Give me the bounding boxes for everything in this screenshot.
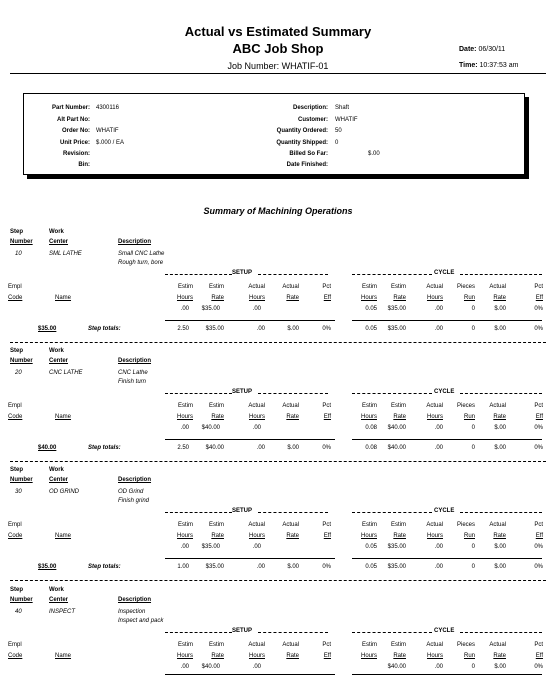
header-left-label: Revision: (62, 151, 90, 157)
date-label: Date: (459, 46, 477, 53)
cycle-col-header-bottom: Run (463, 533, 475, 539)
cycle-col-header-top: Estim (391, 522, 406, 528)
cycle-group-label: CYCLE (434, 389, 455, 395)
cycle-group-label: CYCLE (434, 628, 455, 634)
cycle-cell: 0 (471, 306, 475, 312)
cycle-col-header-bottom: Run (463, 295, 475, 301)
cycle-col-header-top: Actual (426, 403, 443, 409)
setup-cell: .00 (180, 664, 189, 670)
setup-cell: .00 (252, 306, 261, 312)
cycle-cell: $40.00 (387, 664, 406, 670)
setup-col-header-bottom: Rate (286, 653, 299, 659)
cycle-total-rule (352, 439, 542, 440)
cycle-dash-left (352, 632, 432, 633)
step-description-1: OD Grind (118, 489, 144, 495)
cycle-cell: $.00 (494, 425, 506, 431)
cycle-cell: 0.05 (365, 544, 377, 550)
setup-total-cell: .00 (256, 326, 265, 332)
work-center-label: Center (49, 358, 69, 364)
setup-dash-left (165, 274, 232, 275)
setup-dash-right (258, 632, 328, 633)
setup-total-rule (165, 439, 335, 440)
setup-group-label: SETUP (232, 628, 253, 634)
setup-cell: $35.00 (201, 544, 220, 550)
work-center-label: Center (49, 477, 69, 483)
setup-col-header-bottom: Hours (176, 295, 193, 301)
setup-col-header-bottom: Eff (323, 533, 331, 539)
cycle-cell: $.00 (494, 306, 506, 312)
setup-col-header-top: Pct (322, 284, 331, 290)
step-number-label: Number (10, 239, 33, 245)
setup-col-header-bottom: Rate (211, 653, 224, 659)
step-number: 40 (15, 609, 22, 615)
cycle-cell: $35.00 (387, 544, 406, 550)
code-label: Code (8, 414, 23, 420)
setup-cell: .00 (180, 306, 189, 312)
job-number-value: WHATIF-01 (281, 61, 329, 71)
cycle-cell: 0.05 (365, 306, 377, 312)
cycle-total-cell: 0.05 (365, 564, 377, 570)
work-center: INSPECT (49, 609, 76, 615)
step-description-2: Inspect and pack (118, 618, 164, 624)
cycle-col-header-top: Pct (534, 522, 543, 528)
setup-cell: $35.00 (201, 306, 220, 312)
setup-col-header-bottom: Hours (176, 533, 193, 539)
setup-total-cell: $.00 (287, 326, 299, 332)
cycle-cell: 0 (471, 425, 475, 431)
setup-total-cell: $.00 (287, 445, 299, 451)
setup-col-header-bottom: Hours (248, 295, 265, 301)
header-left-label: Alt Part No: (57, 117, 90, 123)
setup-col-header-bottom: Eff (323, 295, 331, 301)
cycle-cell: .00 (434, 306, 443, 312)
header-right-value: 50 (335, 128, 342, 134)
setup-col-header-bottom: Hours (248, 533, 265, 539)
cycle-total-cell: $.00 (494, 445, 506, 451)
header-right-value: WHATIF (335, 117, 358, 123)
setup-col-header-bottom: Rate (286, 295, 299, 301)
setup-col-header-bottom: Hours (248, 653, 265, 659)
step-label: Step (10, 229, 24, 235)
cycle-group-label: CYCLE (434, 508, 455, 514)
cycle-col-header-bottom: Eff (535, 533, 543, 539)
setup-cell: $40.00 (201, 664, 220, 670)
cycle-col-header-bottom: Hours (426, 533, 443, 539)
cycle-cell: $35.00 (387, 306, 406, 312)
header-right-label: Customer: (297, 117, 328, 123)
header-left-value: WHATIF (96, 128, 119, 134)
setup-total-rule (165, 320, 335, 321)
cycle-group-label: CYCLE (434, 270, 455, 276)
cycle-col-header-top: Estim (391, 642, 406, 648)
cycle-col-header-bottom: Hours (426, 295, 443, 301)
step-description-2: Finish turn (118, 379, 147, 385)
cycle-cell: .00 (434, 425, 443, 431)
cycle-col-header-top: Actual (426, 522, 443, 528)
step-total-amount: $40.00 (38, 445, 57, 451)
cycle-col-header-bottom: Hours (360, 653, 377, 659)
setup-col-header-top: Actual (282, 642, 299, 648)
setup-col-header-top: Actual (282, 284, 299, 290)
setup-total-cell: 2.50 (177, 326, 189, 332)
cycle-col-header-bottom: Hours (360, 533, 377, 539)
step-description-1: Inspection (118, 609, 146, 615)
step-divider (10, 461, 546, 462)
setup-col-header-top: Estim (178, 284, 193, 290)
setup-total-cell: .00 (256, 564, 265, 570)
work-label: Work (49, 587, 64, 593)
cycle-total-cell: 0% (534, 564, 543, 570)
cycle-col-header-bottom: Rate (493, 533, 506, 539)
setup-col-header-bottom: Rate (211, 533, 224, 539)
work-label: Work (49, 229, 64, 235)
setup-col-header-bottom: Hours (248, 414, 265, 420)
cycle-dash-right (460, 274, 542, 275)
cycle-dash-left (352, 512, 432, 513)
work-center: OD GRIND (49, 489, 79, 495)
setup-dash-left (165, 632, 232, 633)
cycle-col-header-top: Pieces (456, 284, 475, 290)
code-label: Code (8, 533, 23, 539)
cycle-col-header-top: Estim (362, 284, 377, 290)
step-number-label: Number (10, 477, 33, 483)
setup-col-header-top: Estim (178, 642, 193, 648)
setup-dash-right (258, 512, 328, 513)
cycle-col-header-top: Pieces (456, 522, 475, 528)
cycle-cell: .00 (434, 664, 443, 670)
setup-total-rule (165, 674, 335, 675)
setup-total-cell: $35.00 (205, 564, 224, 570)
work-label: Work (49, 467, 64, 473)
header-left-label: Unit Price: (59, 140, 90, 146)
name-label: Name (55, 533, 72, 539)
cycle-col-header-top: Actual (489, 522, 506, 528)
header-left-label: Bin: (78, 162, 90, 168)
cycle-dash-right (460, 632, 542, 633)
cycle-total-cell: $.00 (494, 326, 506, 332)
setup-col-header-bottom: Rate (286, 533, 299, 539)
cycle-total-cell: $40.00 (387, 445, 406, 451)
setup-col-header-top: Actual (282, 403, 299, 409)
cycle-col-header-bottom: Rate (493, 295, 506, 301)
setup-col-header-bottom: Rate (211, 414, 224, 420)
cycle-dash-left (352, 274, 432, 275)
setup-col-header-top: Estim (178, 522, 193, 528)
cycle-col-header-bottom: Hours (360, 414, 377, 420)
cycle-col-header-bottom: Rate (493, 653, 506, 659)
cycle-cell: 0% (534, 425, 543, 431)
setup-col-header-top: Actual (248, 642, 265, 648)
step-number: 30 (15, 489, 22, 495)
time-value: 10:37:53 am (479, 62, 519, 69)
cycle-total-cell: 0% (534, 326, 543, 332)
header-right-label: Description: (292, 105, 328, 111)
cycle-col-header-bottom: Hours (426, 653, 443, 659)
header-left-value: 4300116 (96, 105, 119, 111)
setup-cell: .00 (180, 544, 189, 550)
cycle-col-header-top: Actual (426, 642, 443, 648)
cycle-cell: 0 (471, 544, 475, 550)
cycle-total-cell: .00 (434, 445, 443, 451)
cycle-cell: $40.00 (387, 425, 406, 431)
cycle-col-header-top: Estim (391, 284, 406, 290)
code-label: Code (8, 295, 23, 301)
header-right-value: 0 (335, 140, 339, 146)
setup-total-cell: 0% (322, 326, 331, 332)
header-right-label: Quantity Shipped: (276, 140, 328, 146)
cycle-total-cell: 0% (534, 445, 543, 451)
setup-group-label: SETUP (232, 389, 253, 395)
name-label: Name (55, 653, 72, 659)
cycle-total-cell: 0 (471, 564, 475, 570)
setup-col-header-bottom: Rate (211, 295, 224, 301)
setup-col-header-top: Estim (209, 642, 224, 648)
step-label: Step (10, 467, 24, 473)
step-divider (10, 580, 546, 581)
cycle-col-header-bottom: Hours (426, 414, 443, 420)
work-center-label: Center (49, 597, 69, 603)
setup-col-header-top: Actual (248, 522, 265, 528)
cycle-col-header-top: Estim (362, 642, 377, 648)
setup-group-label: SETUP (232, 508, 253, 514)
header-left-label: Order No: (61, 128, 90, 134)
company-name: ABC Job Shop (232, 41, 324, 56)
name-label: Name (55, 414, 72, 420)
header-right-label: Date Finished: (286, 162, 328, 168)
cycle-col-header-bottom: Rate (393, 653, 406, 659)
cycle-total-rule (352, 674, 542, 675)
setup-col-header-bottom: Eff (323, 653, 331, 659)
empl-label: Empl (8, 522, 22, 528)
cycle-col-header-top: Estim (391, 403, 406, 409)
setup-col-header-top: Estim (209, 284, 224, 290)
work-center: SML LATHE (49, 251, 82, 257)
header-left-label: Part Number: (51, 105, 90, 111)
time-label: Time: (459, 62, 478, 69)
cycle-total-rule (352, 558, 542, 559)
setup-total-cell: 0% (322, 445, 331, 451)
cycle-dash-left (352, 393, 432, 394)
cycle-col-header-bottom: Rate (393, 295, 406, 301)
cycle-dash-right (460, 512, 542, 513)
cycle-col-header-bottom: Eff (535, 653, 543, 659)
setup-col-header-top: Estim (178, 403, 193, 409)
step-description-1: CNC Lathe (118, 370, 148, 376)
header-right-value: Shaft (335, 105, 350, 111)
setup-col-header-top: Pct (322, 403, 331, 409)
setup-cell: .00 (180, 425, 189, 431)
cycle-col-header-top: Pct (534, 403, 543, 409)
setup-col-header-top: Actual (248, 403, 265, 409)
cycle-col-header-top: Pct (534, 284, 543, 290)
step-number-label: Number (10, 597, 33, 603)
cycle-dash-right (460, 393, 542, 394)
cycle-total-cell: $.00 (494, 564, 506, 570)
work-label: Work (49, 348, 64, 354)
step-number: 10 (15, 251, 22, 257)
step-totals-label: Step totals: (88, 445, 121, 451)
cycle-cell: 0.08 (365, 425, 377, 431)
cycle-col-header-bottom: Run (463, 414, 475, 420)
setup-col-header-bottom: Eff (323, 414, 331, 420)
setup-dash-right (258, 393, 328, 394)
cycle-total-cell: 0.05 (365, 326, 377, 332)
setup-col-header-bottom: Rate (286, 414, 299, 420)
section-title: Summary of Machining Operations (203, 206, 353, 216)
cycle-cell: $.00 (494, 664, 506, 670)
setup-col-header-bottom: Hours (176, 414, 193, 420)
cycle-col-header-bottom: Eff (535, 295, 543, 301)
header-right-value: $.00 (368, 151, 380, 157)
cycle-col-header-top: Actual (489, 403, 506, 409)
setup-cell: .00 (252, 544, 261, 550)
cycle-cell: 0% (534, 306, 543, 312)
step-total-amount: $35.00 (38, 564, 57, 570)
cycle-col-header-top: Actual (426, 284, 443, 290)
cycle-col-header-top: Pct (534, 642, 543, 648)
description-label: Description (118, 358, 152, 364)
setup-total-cell: $40.00 (205, 445, 224, 451)
setup-col-header-bottom: Hours (176, 653, 193, 659)
date-value: 06/30/11 (478, 46, 506, 53)
work-center-label: Center (49, 239, 69, 245)
setup-dash-left (165, 393, 232, 394)
cycle-cell: .00 (434, 544, 443, 550)
cycle-col-header-bottom: Rate (393, 533, 406, 539)
empl-label: Empl (8, 403, 22, 409)
header-right-label: Billed So Far: (289, 151, 328, 157)
name-label: Name (55, 295, 72, 301)
cycle-col-header-top: Actual (489, 642, 506, 648)
setup-col-header-top: Estim (209, 403, 224, 409)
cycle-cell: $.00 (494, 544, 506, 550)
setup-col-header-top: Pct (322, 642, 331, 648)
step-totals-label: Step totals: (88, 326, 121, 332)
cycle-col-header-bottom: Eff (535, 414, 543, 420)
code-label: Code (8, 653, 23, 659)
cycle-cell: 0% (534, 664, 543, 670)
cycle-total-cell: 0.08 (365, 445, 377, 451)
cycle-total-rule (352, 320, 542, 321)
cycle-col-header-bottom: Run (463, 653, 475, 659)
description-label: Description (118, 239, 152, 245)
title-divider (10, 73, 546, 74)
step-description-1: Small CNC Lathe (118, 251, 165, 257)
setup-col-header-top: Actual (282, 522, 299, 528)
description-label: Description (118, 477, 152, 483)
step-number-label: Number (10, 358, 33, 364)
setup-cell: .00 (252, 664, 261, 670)
cycle-total-cell: 0 (471, 445, 475, 451)
cycle-cell: 0% (534, 544, 543, 550)
setup-cell: $40.00 (201, 425, 220, 431)
cycle-total-cell: $35.00 (387, 326, 406, 332)
cycle-total-cell: $35.00 (387, 564, 406, 570)
step-number: 20 (15, 370, 22, 376)
cycle-cell: 0 (471, 664, 475, 670)
report-date (459, 46, 505, 53)
step-description-2: Finish grind (118, 498, 150, 504)
setup-col-header-top: Estim (209, 522, 224, 528)
header-left-value: $.000 / EA (96, 140, 125, 146)
cycle-col-header-bottom: Rate (393, 414, 406, 420)
setup-total-rule (165, 558, 335, 559)
cycle-col-header-bottom: Rate (493, 414, 506, 420)
description-label: Description (118, 597, 152, 603)
setup-total-cell: $35.00 (205, 326, 224, 332)
step-description-2: Rough turn, bore (118, 260, 164, 266)
setup-total-cell: 2.50 (177, 445, 189, 451)
setup-col-header-top: Pct (322, 522, 331, 528)
cycle-total-cell: .00 (434, 326, 443, 332)
cycle-total-cell: 0 (471, 326, 475, 332)
report-title: Actual vs Estimated Summary (184, 24, 372, 39)
header-right-label: Quantity Ordered: (276, 128, 328, 134)
setup-total-cell: $.00 (287, 564, 299, 570)
step-label: Step (10, 587, 24, 593)
step-total-amount: $35.00 (38, 326, 57, 332)
job-number-label: Job Number: (227, 61, 280, 71)
setup-group-label: SETUP (232, 270, 253, 276)
cycle-col-header-top: Pieces (456, 642, 475, 648)
setup-dash-left (165, 512, 232, 513)
step-label: Step (10, 348, 24, 354)
work-center: CNC LATHE (49, 370, 83, 376)
setup-total-cell: 1.00 (177, 564, 189, 570)
setup-total-cell: 0% (322, 564, 331, 570)
cycle-col-header-bottom: Hours (360, 295, 377, 301)
cycle-col-header-top: Pieces (456, 403, 475, 409)
report-time (459, 62, 518, 69)
setup-col-header-top: Actual (248, 284, 265, 290)
cycle-col-header-top: Actual (489, 284, 506, 290)
empl-label: Empl (8, 642, 22, 648)
setup-cell: .00 (252, 425, 261, 431)
step-totals-label: Step totals: (88, 564, 121, 570)
empl-label: Empl (8, 284, 22, 290)
step-divider (10, 342, 546, 343)
setup-dash-right (258, 274, 328, 275)
setup-total-cell: .00 (256, 445, 265, 451)
cycle-total-cell: .00 (434, 564, 443, 570)
cycle-col-header-top: Estim (362, 522, 377, 528)
cycle-col-header-top: Estim (362, 403, 377, 409)
